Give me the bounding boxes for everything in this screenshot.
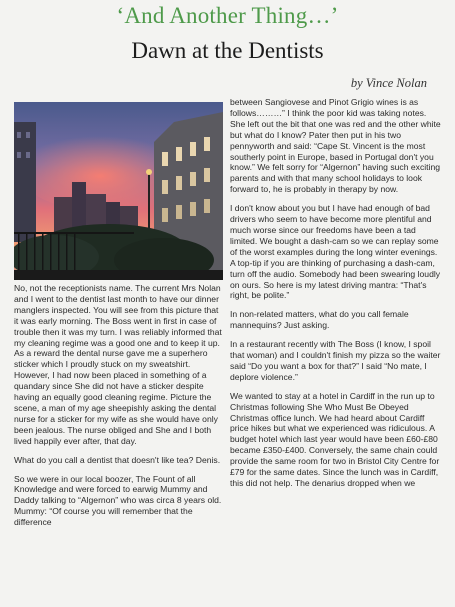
right-column	[230, 97, 443, 497]
photo-illustration	[14, 102, 223, 280]
paragraph: In non-related matters, what do you call female mannequins? Just asking.	[230, 309, 409, 331]
left-column	[14, 283, 224, 536]
author-byline: by Vince Nolan	[350, 76, 427, 90]
paragraph: In a restaurant recently with The Boss (I know, I spoil that woman) and I couldn't finish my pizza so the waiter said “Do you want a box for that?” I said “No mate, I deplore violence.”	[230, 339, 441, 382]
column-series-title: ‘And Another Thing…’	[116, 3, 339, 28]
paragraph: What do you call a dentist that doesn't like tea? Denis.	[14, 454, 221, 465]
article-title: Dawn at the Dentists	[131, 38, 324, 63]
city-sunrise-photo	[14, 102, 223, 280]
paragraph: I don't know about you but I have had enough of bad drivers who seem to have become more plentiful and much worse since our freedoms have been a tad limited. We bought a dash-cam so we can replay some of the worst examples during the long winter evenings. A top-tip if you are thinking of purchasing a dash-cam, turn off the audio. Somebody had been swearing loudly on ours. So here is my latest driving mantra: “That's right, be polite.”	[230, 203, 441, 301]
paragraph: We wanted to stay at a hotel in Cardiff in the run up to Christmas following She Who Must Be Obeyed Christmas office lunch. We had heard about Cardiff price hikes but what we experienced was ridiculous. A budget hotel which last year would have been £60-£80 became £350-£400. Conversely, the same chain could provide the same room for two in Bristol City Centre for £79 for the same dates. Since the lunch was in Cardiff, this did not help. The denarius dropped when we	[230, 390, 440, 488]
paragraph: between Sangiovese and Pinot Grigio wines is as follows………” I think the poor kid was taking notes. She left out the bit that one was red and the other white but what do I know? Pater then put in his two pennyworth and said: “Cape St. Vincent is the most southerly point in Europe, based in Portugal don't you know.” We felt sorry for “Algernon” having such exciting parents and with that many school holidays to look forward to, he is probably in therapy by now.	[230, 97, 441, 195]
paragraph: So we were in our local boozer, The Fount of all Knowledge and were forced to earwig Mummy and Daddy talking to “Algernon” who was circa 8 years old. Mummy: “Of course you will remember that the difference	[14, 473, 222, 528]
paragraph: No, not the receptionists name. The current Mrs Nolan and I went to the dentist last month to have our dinner manglers inspected. You will see from this picture that it was early morning. The Boss went in first in case of trouble then it was my turn. I was reliably informed that my cleaning regime was a good one and to keep it up. As a reward the dental nurse gave me a superhero sticker which I proudly stuck on my sweatshirt. However, I had now been placed in something of a quandary since She did not have a sticker despite having an equally good cleaning regime. Picture the scene, a man of my age sheepishly asking the dental nurse for a sticker for my wife as she would have only been jealous. The nurse obliged and She and I both lived happily ever after, that day.	[14, 283, 222, 446]
